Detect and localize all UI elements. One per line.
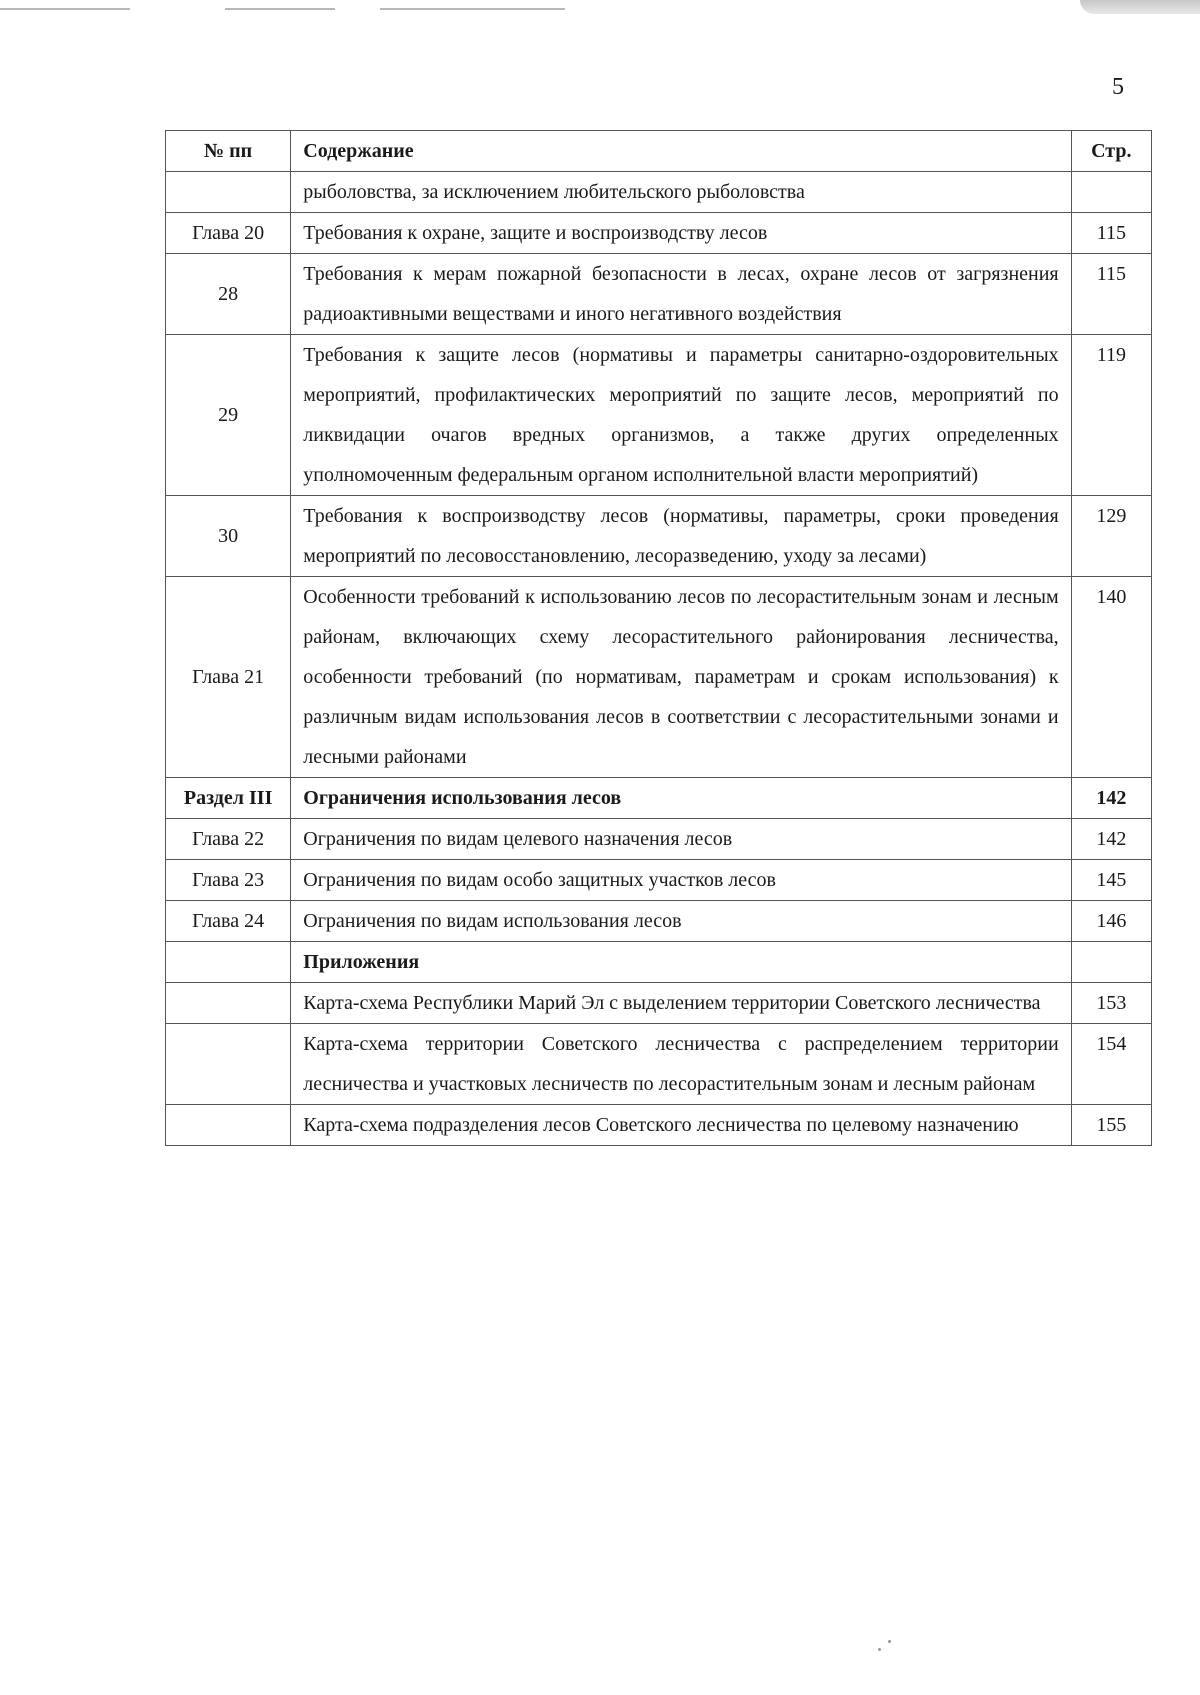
table-row — [166, 1024, 1152, 1105]
row-page: 146 — [1071, 901, 1151, 942]
row-number — [166, 172, 291, 213]
row-number: Глава 22 — [166, 819, 291, 860]
table-row — [166, 983, 1152, 1024]
row-number: Глава 21 — [166, 577, 291, 778]
table-row — [166, 254, 1152, 335]
row-number — [166, 942, 291, 983]
table-row — [166, 901, 1152, 942]
row-number: 29 — [166, 335, 291, 496]
table-row — [166, 577, 1152, 778]
row-content: Требования к охране, защите и воспроизводству лесов — [291, 213, 1071, 254]
table-row — [166, 860, 1152, 901]
row-content: Карта-схема территории Советского лесничества с распределением территории лесничества и участковых лесничеств по лесорастительным зонам и лесным районам — [291, 1024, 1071, 1105]
row-number: Глава 20 — [166, 213, 291, 254]
row-number: 30 — [166, 496, 291, 577]
scan-artifact — [888, 1640, 891, 1643]
table-row — [166, 213, 1152, 254]
row-page: 142 — [1071, 778, 1151, 819]
row-content: Ограничения по видам использования лесов — [291, 901, 1071, 942]
row-number — [166, 1024, 291, 1105]
table-row — [166, 172, 1152, 213]
row-number: Раздел III — [166, 778, 291, 819]
row-page: 145 — [1071, 860, 1151, 901]
row-page: 155 — [1071, 1105, 1151, 1146]
row-content: рыболовства, за исключением любительского рыболовства — [291, 172, 1071, 213]
row-content: Требования к воспроизводству лесов (нормативы, параметры, сроки проведения мероприятий по лесовосстановлению, лесоразведению, уходу за лесами) — [291, 496, 1071, 577]
contents-table-body — [166, 172, 1152, 1146]
table-row — [166, 778, 1152, 819]
row-number — [166, 1105, 291, 1146]
row-page: 129 — [1071, 496, 1151, 577]
row-page: 115 — [1071, 213, 1151, 254]
row-content: Ограничения по видам особо защитных участков лесов — [291, 860, 1071, 901]
row-content: Ограничения по видам целевого назначения лесов — [291, 819, 1071, 860]
table-row — [166, 942, 1152, 983]
row-number: 28 — [166, 254, 291, 335]
scan-artifact — [0, 8, 130, 10]
header-page: Стр. — [1071, 131, 1151, 172]
row-content: Ограничения использования лесов — [291, 778, 1071, 819]
row-page: 140 — [1071, 577, 1151, 778]
row-page — [1071, 942, 1151, 983]
table-row — [166, 819, 1152, 860]
row-page: 115 — [1071, 254, 1151, 335]
scan-artifact — [380, 8, 565, 10]
row-content: Карта-схема Республики Марий Эл с выделением территории Советского лесничества — [291, 983, 1071, 1024]
header-number: № пп — [166, 131, 291, 172]
row-page: 153 — [1071, 983, 1151, 1024]
row-number: Глава 24 — [166, 901, 291, 942]
row-content: Карта-схема подразделения лесов Советского лесничества по целевому назначению — [291, 1105, 1071, 1146]
table-row — [166, 496, 1152, 577]
row-content: Приложения — [291, 942, 1071, 983]
row-page: 119 — [1071, 335, 1151, 496]
page-number: 5 — [1112, 74, 1124, 100]
row-number — [166, 983, 291, 1024]
header-content: Содержание — [291, 131, 1071, 172]
row-page: 142 — [1071, 819, 1151, 860]
row-page: 154 — [1071, 1024, 1151, 1105]
scan-artifact — [1080, 0, 1200, 14]
row-content: Требования к защите лесов (нормативы и параметры санитарно-оздоровительных мероприятий, профилактических мероприятий по защите лесов, мероприятий по ликвидации очагов вредных организмов, а также других определенных уполномоченным федеральным органом исполнительной власти мероприятий) — [291, 335, 1071, 496]
row-content: Особенности требований к использованию лесов по лесорастительным зонам и лесным районам, включающих схему лесорастительного районирования лесничества, особенности требований (по нормативам, параметрам и срокам использования) к различным видам использования лесов в соответствии с лесорастительными зонами и лесными районами — [291, 577, 1071, 778]
row-content: Требования к мерам пожарной безопасности в лесах, охране лесов от загрязнения радиоактивными веществами и иного негативного воздействия — [291, 254, 1071, 335]
scan-artifact — [225, 8, 335, 10]
row-page — [1071, 172, 1151, 213]
table-row — [166, 335, 1152, 496]
row-number: Глава 23 — [166, 860, 291, 901]
table-row — [166, 1105, 1152, 1146]
table-header-row — [166, 131, 1152, 172]
contents-table — [165, 130, 1152, 1146]
scan-artifact — [878, 1648, 881, 1651]
